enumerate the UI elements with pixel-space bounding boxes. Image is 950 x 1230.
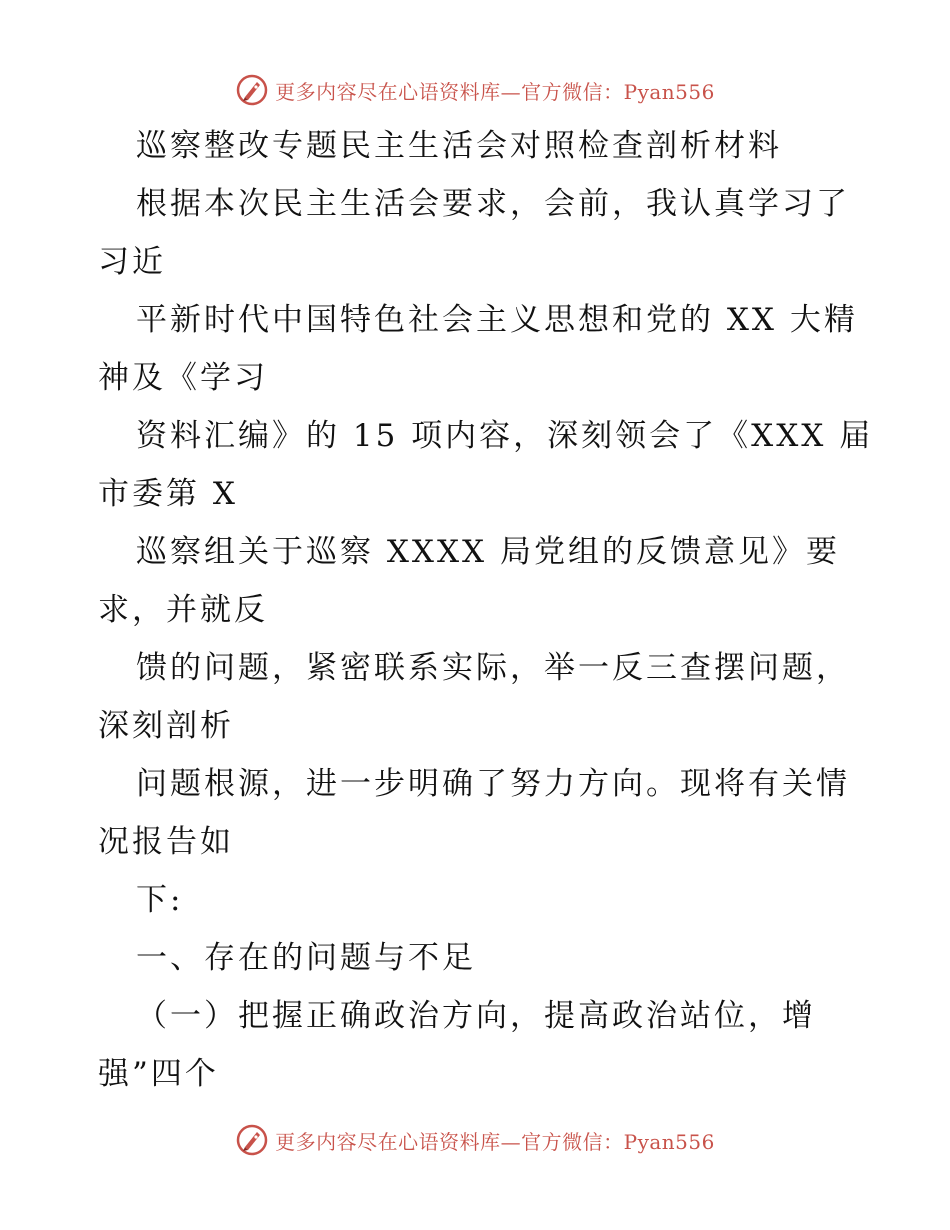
pen-nib-logo-icon bbox=[235, 73, 269, 107]
body-line-6: 市委第 X bbox=[98, 476, 238, 512]
watermark-text-top: 更多内容尽在心语资料库—官方微信：Pyan556 bbox=[275, 79, 715, 104]
body-line-13: 下: bbox=[136, 882, 184, 918]
body-line-7: 巡察组关于巡察 XXXX 局党组的反馈意见》要 bbox=[136, 534, 840, 570]
document-title: 巡察整改专题民主生活会对照检查剖析材料 bbox=[136, 128, 782, 164]
watermark-banner-top bbox=[0, 70, 950, 110]
pen-nib-logo-icon bbox=[235, 1123, 269, 1157]
body-line-8: 求，并就反 bbox=[98, 592, 268, 628]
body-line-4: 神及《学习 bbox=[98, 360, 268, 396]
body-line-1: 根据本次民主生活会要求，会前，我认真学习了 bbox=[136, 186, 850, 222]
body-line-12: 况报告如 bbox=[98, 824, 234, 860]
watermark-text-bottom: 更多内容尽在心语资料库—官方微信：Pyan556 bbox=[275, 1129, 715, 1154]
body-line-3: 平新时代中国特色社会主义思想和党的 XX 大精 bbox=[136, 302, 858, 338]
subsection-heading-1: （一）把握正确政治方向，提高政治站位，增 bbox=[136, 998, 816, 1034]
section-heading-1: 一、存在的问题与不足 bbox=[136, 940, 476, 976]
body-line-11: 问题根源，进一步明确了努力方向。现将有关情 bbox=[136, 766, 850, 802]
body-line-2: 习近 bbox=[98, 244, 166, 280]
body-line-9: 馈的问题，紧密联系实际，举一反三查摆问题， bbox=[136, 650, 850, 686]
body-line-10: 深刻剖析 bbox=[98, 708, 234, 744]
body-line-5: 资料汇编》的 15 项内容，深刻领会了《XXX 届 bbox=[136, 418, 874, 454]
body-line-16: 强”四个 bbox=[98, 1056, 219, 1092]
watermark-banner-bottom bbox=[0, 1120, 950, 1160]
